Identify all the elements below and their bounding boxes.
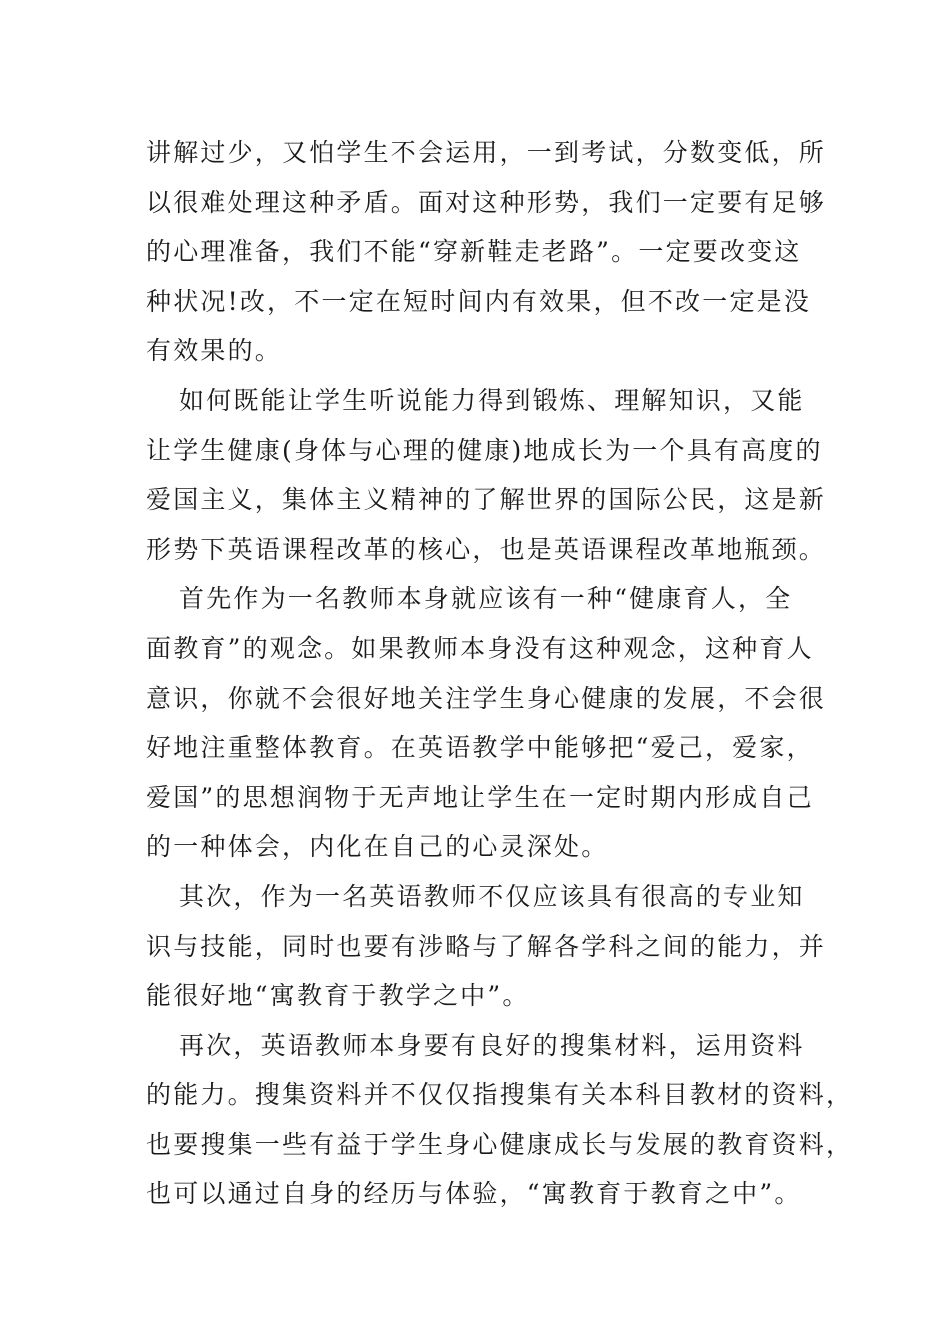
text-line: 意识，你就不会很好地关注学生身心健康的发展，不会很 (146, 683, 827, 713)
text-line: 能很好地“寓教育于教学之中”。 (146, 981, 530, 1011)
text-line: 首先作为一名教师本身就应该有一种“健康育人，全 (179, 584, 793, 614)
text-line: 爱国主义，集体主义精神的了解世界的国际公民，这是新 (146, 485, 827, 515)
text-line: 识与技能，同时也要有涉略与了解各学科之间的能力，并 (146, 931, 827, 961)
text-line: 好地注重整体教育。在英语教学中能够把“爱己，爱家， (146, 733, 814, 763)
text-line: 如何既能让学生听说能力得到锻炼、理解知识，又能 (179, 385, 805, 415)
paragraph-3 (146, 574, 827, 872)
document-body (146, 128, 854, 1219)
paragraph-2 (146, 376, 827, 574)
text-line: 也要搜集一些有益于学生身心健康成长与发展的教育资料， (146, 1129, 854, 1159)
text-line: 再次，英语教师本身要有良好的搜集材料，运用资料 (179, 1030, 805, 1060)
text-line: 爱国”的思想润物于无声地让学生在一定时期内形成自己 (146, 782, 814, 812)
text-line: 其次，作为一名英语教师不仅应该具有很高的专业知 (179, 881, 805, 911)
text-line: 有效果的。 (146, 336, 283, 366)
text-line: 形势下英语课程改革的核心，也是英语课程改革地瓶颈。 (146, 534, 827, 564)
paragraph-1 (146, 128, 827, 376)
text-line: 面教育”的观念。如果教师本身没有这种观念，这种育人 (146, 633, 814, 663)
text-line: 的能力。搜集资料并不仅仅指搜集有关本科目教材的资料， (146, 1080, 854, 1110)
text-line: 种状况!改，不一定在短时间内有效果，但不改一定是没 (146, 286, 812, 316)
text-line: 也可以通过自身的经历与体验，“寓教育于教育之中”。 (146, 1179, 802, 1209)
text-line: 的一种体会，内化在自己的心灵深处。 (146, 832, 609, 862)
text-line: 以很难处理这种矛盾。面对这种形势，我们一定要有足够 (146, 187, 827, 217)
text-line: 让学生健康(身体与心理的健康)地成长为一个具有高度的 (146, 435, 823, 465)
paragraph-4 (146, 872, 827, 1021)
paragraph-5 (146, 1021, 854, 1219)
text-line: 讲解过少，又怕学生不会运用，一到考试，分数变低，所 (146, 138, 827, 167)
text-line: 的心理准备，我们不能“穿新鞋走老路”。一定要改变这 (146, 237, 802, 267)
